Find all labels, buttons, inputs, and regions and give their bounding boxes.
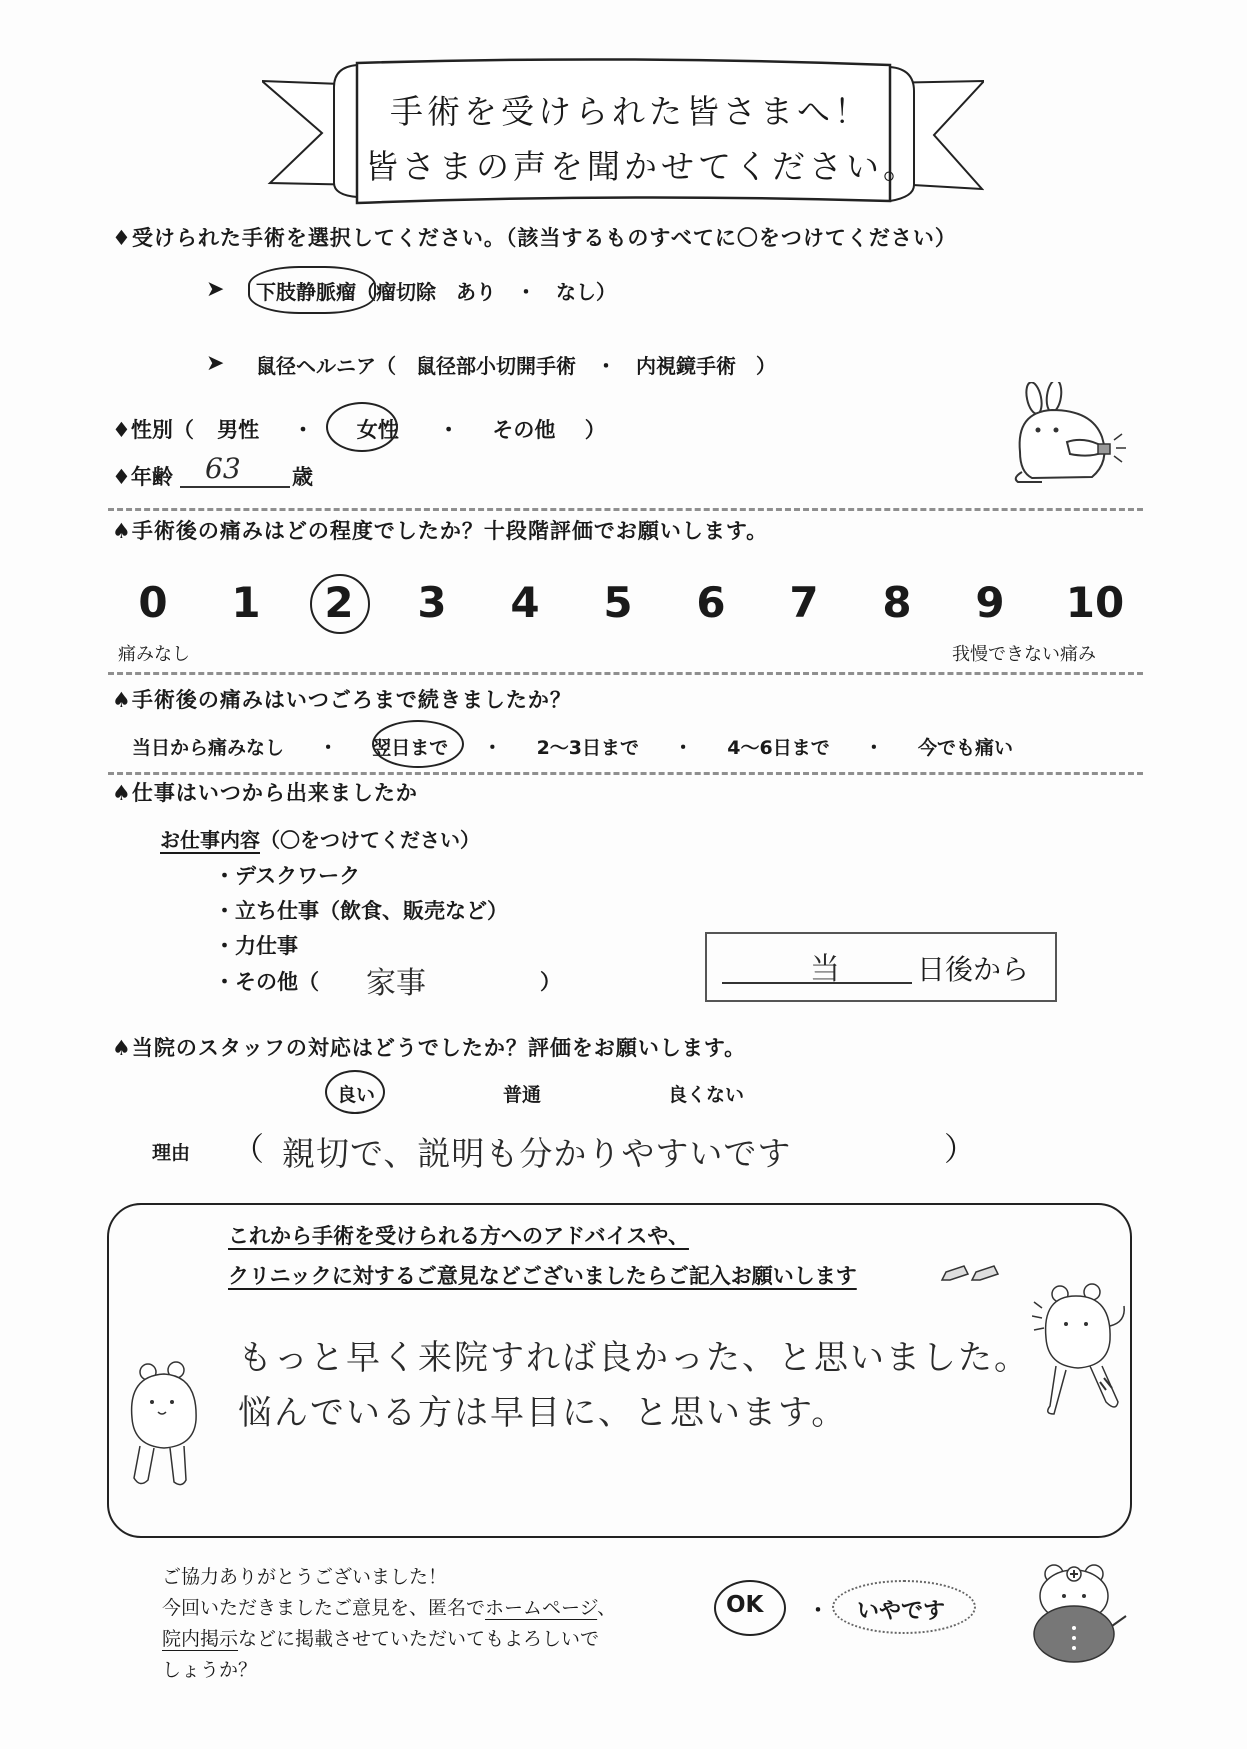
bear-mascot <box>120 1358 210 1498</box>
divider-2 <box>108 672 1143 675</box>
ribbon-banner <box>262 55 984 215</box>
advice-heading2: クリニックに対するご意見などございましたらご記入お願いします <box>228 1264 857 1288</box>
bear-mascot-arm <box>1032 1282 1128 1422</box>
selection-circle-female <box>326 402 398 452</box>
duration-none[interactable]: 当日から痛みなし <box>132 737 285 759</box>
selection-circle-ok <box>714 1580 786 1636</box>
pain-scale-3[interactable]: 3 <box>417 578 447 627</box>
selection-circle-varicose <box>248 266 376 314</box>
duration-next-day[interactable]: 翌日まで <box>372 737 449 759</box>
work-days-underline <box>722 982 912 984</box>
work-item-standing[interactable]: ・立ち仕事（飲食、販売など） <box>214 899 508 923</box>
age-underline <box>180 486 290 488</box>
age-value[interactable]: 63 <box>205 452 241 485</box>
surgery-option1-marker: ➤ <box>206 277 225 302</box>
staff-reason-label: 理由 <box>152 1142 191 1164</box>
work-days-value[interactable]: 当 <box>810 952 840 987</box>
nurse-mascot <box>1026 1556 1136 1666</box>
pain-scale-10[interactable]: 10 <box>1065 578 1125 627</box>
footer-line2: 今回いただきましたご意見を、匿名でホームページ、 <box>162 1597 617 1619</box>
pain-scale-question: ♠手術後の痛みはどの程度でしたか？十段階評価でお願いします。 <box>112 519 769 543</box>
banner-title-line2: 皆さまの声を聞かせてください。 <box>365 147 920 186</box>
pain-scale-9[interactable]: 9 <box>975 578 1005 627</box>
staff-good[interactable]: 良い <box>337 1084 376 1106</box>
work-question: ♠仕事はいつから出来ましたか <box>112 781 418 805</box>
duration-2-3-days[interactable]: 2～3日まで <box>536 737 640 759</box>
footer-homepage: ホームページ <box>485 1597 598 1619</box>
footer-thanks: ご協力ありがとうございました！ <box>162 1566 448 1588</box>
work-item-other-value[interactable]: 家事 <box>366 966 426 1001</box>
duration-still[interactable]: 今でも痛い <box>918 737 1014 759</box>
footer-board: 院内掲示 <box>162 1628 239 1650</box>
age-label: ♦年齢 <box>112 465 173 489</box>
pain-low-label: 痛みなし <box>118 644 190 665</box>
work-item-other-label: ・その他（ <box>214 970 319 994</box>
staff-bad[interactable]: 良くない <box>668 1084 745 1106</box>
gender-label: ♦性別（ <box>112 418 194 442</box>
pain-scale-2[interactable]: 2 <box>324 578 354 627</box>
pain-scale-6[interactable]: 6 <box>696 578 726 627</box>
work-days-suffix: 日後から <box>917 953 1030 986</box>
varicose-name: 下肢静脈瘤 <box>256 280 356 304</box>
age-unit: 歳 <box>292 465 313 489</box>
staff-reason-close: ） <box>944 1130 977 1168</box>
pain-scale-8[interactable]: 8 <box>882 578 912 627</box>
surgery-question: ♦受けられた手術を選択してください。（該当するものすべてに〇をつけてください） <box>112 226 957 250</box>
divider-3 <box>108 772 1143 775</box>
selection-circle-duration <box>372 720 464 768</box>
footer-line4: しょうか？ <box>162 1659 258 1681</box>
surgery-option2-marker: ➤ <box>206 351 225 376</box>
work-item-physical[interactable]: ・力仕事 <box>214 934 298 958</box>
advice-line2[interactable]: 悩んでいる方は早目に、と思います。 <box>238 1393 848 1433</box>
pain-duration-question: ♠手術後の痛みはいつごろまで続きましたか？ <box>112 688 572 712</box>
selection-circle-pain <box>310 574 370 634</box>
work-content-label-row <box>160 824 480 853</box>
varicose-detail: （瘤切除 あり ・ なし） <box>356 280 616 304</box>
pain-scale-1[interactable]: 1 <box>231 578 261 627</box>
pain-scale-0[interactable]: 0 <box>138 578 168 627</box>
advice-heading1: これから手術を受けられる方へのアドバイスや、 <box>228 1224 689 1248</box>
banner-title-line1: 手術を受けられた皆さまへ！ <box>390 92 871 131</box>
divider-1 <box>108 508 1143 511</box>
staff-normal[interactable]: 普通 <box>503 1084 542 1106</box>
gender-close: ） <box>584 418 606 442</box>
footer-line3: 院内掲示などに掲載させていただいてもよろしいで <box>162 1628 600 1650</box>
work-content-label: お仕事内容 <box>160 828 260 852</box>
gender-other[interactable]: その他 <box>492 418 556 442</box>
work-item-other-close: ） <box>540 970 561 994</box>
rabbit-mascot <box>1012 382 1132 487</box>
consent-no-outline <box>832 1580 976 1634</box>
gender-male[interactable]: 男性 <box>217 418 260 442</box>
pain-scale-5[interactable]: 5 <box>603 578 633 627</box>
staff-reason-value[interactable]: 親切で、説明も分かりやすいです <box>282 1134 792 1173</box>
gender-sep2: ・ <box>438 418 460 442</box>
pain-scale-4[interactable]: 4 <box>510 578 540 627</box>
consent-sep: ・ <box>808 1598 828 1622</box>
gender-sep1: ・ <box>292 418 314 442</box>
staff-question: ♠当院のスタッフの対応はどうでしたか？評価をお願いします。 <box>112 1036 747 1060</box>
duration-4-6-days[interactable]: 4～6日まで <box>727 737 830 759</box>
surgery-option-hernia[interactable]: 鼠径ヘルニア（ 鼠径部小切開手術 ・ 内視鏡手術 ） <box>256 354 776 378</box>
pain-scale-7[interactable]: 7 <box>789 578 819 627</box>
gender-female[interactable]: 女性 <box>356 418 399 442</box>
pain-high-label: 我慢できない痛み <box>952 644 1096 665</box>
pencil-icon <box>940 1262 1002 1286</box>
staff-reason-open: （ <box>232 1130 265 1168</box>
pain-duration-options: 当日から痛みなし ・ 翌日まで ・ 2～3日まで ・ 4～6日まで ・ 今でも痛い <box>132 737 1014 759</box>
consent-ok[interactable]: OK <box>726 1592 764 1618</box>
work-content-note: （〇をつけてください） <box>260 828 480 852</box>
selection-circle-staff <box>325 1070 385 1114</box>
advice-line1[interactable]: もっと早く来院すれば良かった、と思いました。 <box>238 1338 1030 1378</box>
consent-no[interactable]: いやです <box>857 1599 946 1624</box>
work-item-desk[interactable]: ・デスクワーク <box>214 864 361 888</box>
